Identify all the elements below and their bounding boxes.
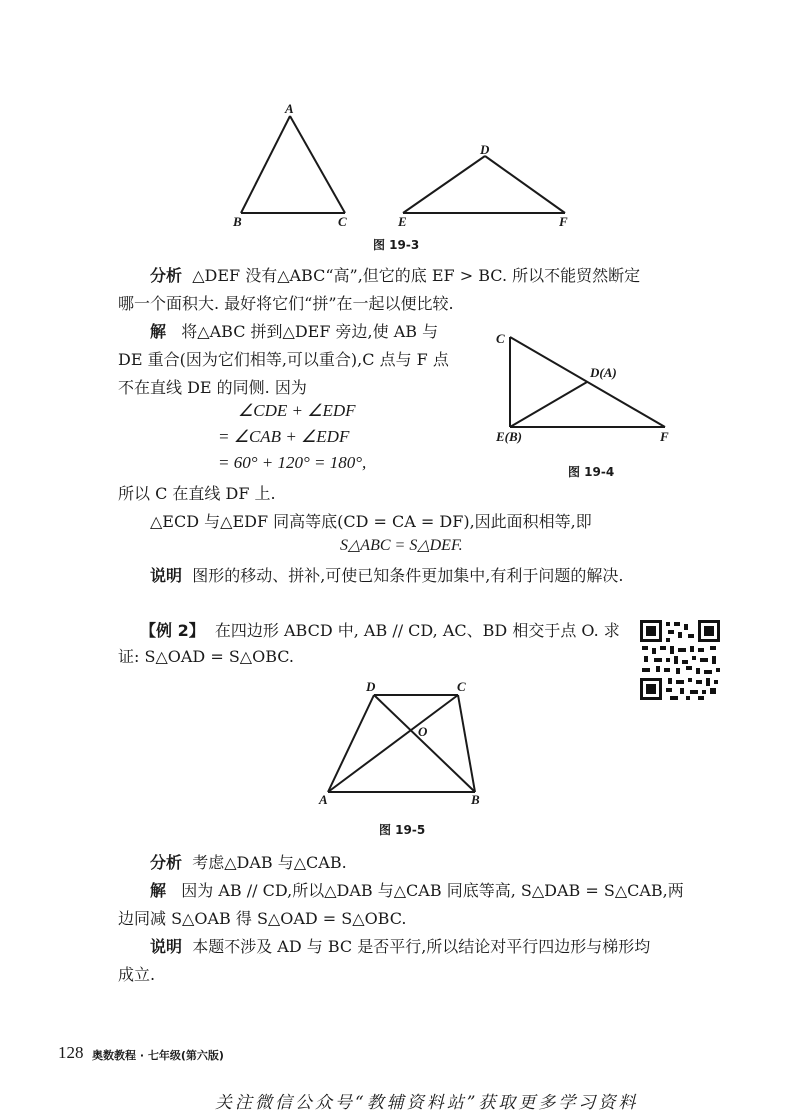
solution-2-text: 因为 AB // CD,所以△DAB 与△CAB 同底等高, S△DAB = S△CAB,两 [181,881,684,900]
note-2-line-1 [150,937,650,957]
solution-2-line-1 [150,881,684,901]
label-f: F [559,214,568,229]
solution-1-line-5: △ECD 与△EDF 同高等底(CD = CA = DF),因此面积相等,即 [150,512,592,531]
book-title: 奥数教程 · 七年级(第六版) [92,1049,224,1062]
segment-de [403,156,485,213]
figure-19-3-caption: 图 19-3 [373,238,420,252]
label-d: D [480,142,490,157]
analysis-label: 分析 [150,266,183,285]
label-c: C [496,331,505,346]
label-d: D [366,679,376,694]
example-2-line-2: 证: S△OAD = S△OBC. [118,647,295,666]
solution-label: 解 [150,322,167,341]
watermark-text: 关注微信公众号“教辅资料站”获取更多学习资料 [215,1093,639,1113]
figure-19-4 [490,325,690,455]
label-c: C [457,679,466,694]
label-o: O [418,724,428,739]
analysis-1-line-1 [150,266,640,286]
note-label-2: 说明 [150,937,183,956]
figure-19-3 [225,100,585,230]
equation-line-1: ∠CDE + ∠EDF [238,401,356,420]
analysis-label-2: 分析 [150,853,183,872]
analysis-1-line-2: 哪一个面积大. 最好将它们“拼”在一起以便比较. [118,294,454,313]
solution-1-line-4: 所以 C 在直线 DF 上. [118,484,276,503]
solution-1-line-3: 不在直线 DE 的同侧. 因为 [118,378,307,397]
segment-ed [510,382,587,427]
label-e-b: E(B) [496,429,522,444]
solution-1-line-1 [150,322,438,342]
equation-line-3: = 60° + 120° = 180°, [218,453,367,472]
label-f: F [660,429,669,444]
segment-ac [328,695,458,792]
label-a: A [319,792,328,807]
example-label: 【例 2】 [140,621,205,640]
analysis-1-text: △DEF 没有△ABC“高”,但它的底 EF > BC. 所以不能贸然断定 [192,266,641,285]
figure-19-5 [312,676,492,816]
note-1-text: 图形的移动、拼补,可使已知条件更加集中,有利于问题的解决. [192,566,624,585]
equation-line-2: = ∠CAB + ∠EDF [218,427,350,446]
segment-ab [241,116,290,213]
figure-19-4-caption: 图 19-4 [568,465,615,479]
page-number: 128 [58,1043,84,1062]
example-2-line-1 [140,621,620,641]
solution-2-line-2: 边同减 S△OAB 得 S△OAD = S△OBC. [118,909,407,928]
solution-label-2: 解 [150,881,167,900]
note-1 [150,566,623,586]
qr-code-image [640,620,720,700]
label-c: C [338,214,347,229]
segment-df [485,156,565,213]
segment-ad [328,695,374,792]
analysis-2 [150,853,347,873]
analysis-2-text: 考虑△DAB 与△CAB. [192,853,347,872]
solution-1-text: 将△ABC 拼到△DEF 旁边,使 AB 与 [181,322,439,341]
label-d-a: D(A) [590,365,617,380]
area-equality: S△ABC = S△DEF. [340,537,463,554]
label-b: B [233,214,242,229]
note-2-line-2: 成立. [118,965,156,984]
label-b: B [471,792,480,807]
note-2-text: 本题不涉及 AD 与 BC 是否平行,所以结论对平行四边形与梯形均 [192,937,651,956]
figure-19-5-caption: 图 19-5 [379,823,426,837]
label-a: A [285,101,294,116]
example-2-text: 在四边形 ABCD 中, AB // CD, AC、BD 相交于点 O. 求 [214,621,620,640]
label-e: E [398,214,407,229]
note-label: 说明 [150,566,183,585]
segment-ac [290,116,345,213]
solution-1-line-2: DE 重合(因为它们相等,可以重合),C 点与 F 点 [118,350,449,369]
